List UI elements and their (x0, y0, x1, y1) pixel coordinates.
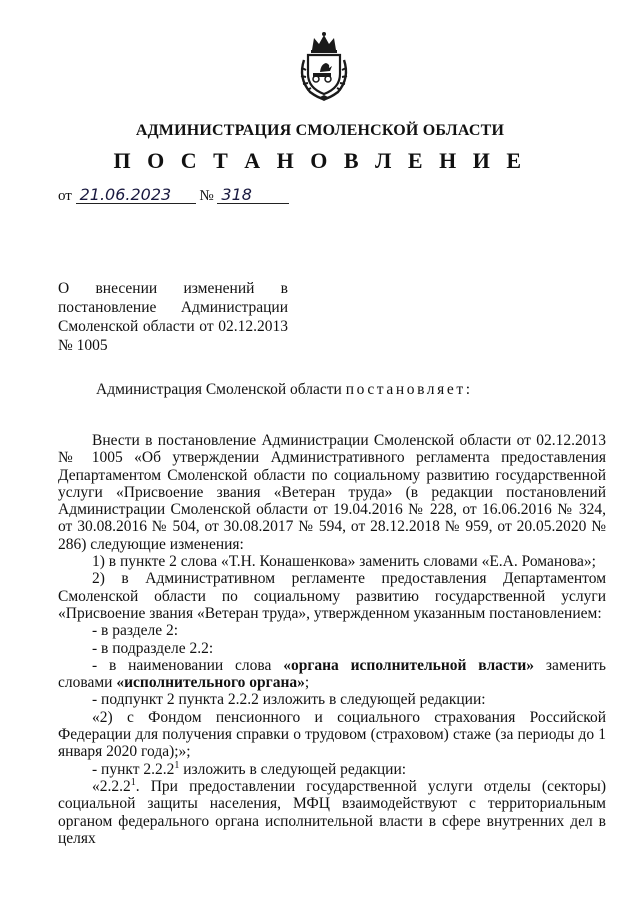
superscript: 1 (130, 776, 136, 788)
name-change-paragraph (58, 657, 606, 692)
date-number-line (58, 186, 289, 205)
point-221-line (58, 761, 606, 778)
preamble (96, 381, 473, 399)
subsection-line: - в подразделе 2.2: (92, 639, 214, 657)
name-change-text: ; (304, 674, 310, 692)
point-221-text: - пункт 2.2.2 (92, 760, 175, 778)
old-wording: «органа исполнительной власти» (283, 656, 535, 674)
date-prefix: от (58, 188, 72, 204)
name-change-text: заменить словами (58, 656, 607, 692)
document-type-title: П О С Т А Н О В Л Е Н И Е (113, 148, 527, 173)
quote-221-text: . При предоставлении государственной услуги отделы (секторы) социальной защиты населения, МФЦ взаимодействуют с территориальным органом федерального органа исполнительной власти в сфере внутренних дел в целях (58, 777, 606, 847)
section-line: - в разделе 2: (92, 622, 179, 640)
subject-line: № 1005 (58, 337, 108, 354)
quote-221-text: «2.2.2 (92, 777, 131, 795)
item-1: 1) в пункте 2 слова «Т.Н. Конашенкова» заменить словами «Е.А. Романова»; (92, 553, 596, 571)
subject-line: постановление Администрации (58, 299, 288, 316)
quote-subpoint-2: «2) с Фондом пенсионного и социального страхования Российской Федерации для получения справки о трудовом (страховом) стаже (за периоды до 1 января 2020 года);»; (58, 708, 606, 761)
item-2: 2) в Административном регламенте предоставления Департаментом Смоленской области по социальному развитию государственной услуги «Присвоение звания «Ветеран труда», утвержденном указанным постановлением: (58, 570, 606, 622)
subject-line: О внесении изменений в (58, 280, 288, 297)
quote-point-221 (58, 778, 606, 847)
superscript: 1 (174, 759, 180, 771)
subject-line: Смоленской области от 02.12.2013 (58, 318, 288, 335)
preamble-lead: Администрация Смоленской области (96, 381, 346, 398)
document-body (58, 432, 606, 847)
organization-name: АДМИНИСТРАЦИЯ СМОЛЕНСКОЙ ОБЛАСТИ (135, 122, 505, 139)
intro-paragraph: Внести в постановление Администрации Смоленской области от 02.12.2013 № 1005 «Об утверждении Административного регламента предоставления Департаментом Смоленской области по социальному развитию государственной услуги «Присвоение звания «Ветеран труда» (в редакции постановлений Администрации Смоленской области от 19.04.2016 № 228, от 16.06.2016 № 324, от 30.08.2016 № 504, от 30.08.2017 № 594, от 28.12.2018 № 959, от 20.05.2020 № 286) следующие изменения: (58, 432, 606, 553)
number-prefix: № (199, 188, 214, 204)
subject-block (58, 279, 288, 355)
point-221-text: изложить в следующей редакции: (179, 760, 407, 778)
coat-of-arms-icon (296, 30, 352, 102)
handwritten-number: 318 (217, 186, 289, 204)
new-wording: «исполнительного органа» (116, 674, 305, 692)
name-change-text: - в наименовании слова (92, 656, 284, 674)
subpoint-line: - подпункт 2 пункта 2.2.2 изложить в следующей редакции: (92, 691, 486, 709)
handwritten-date: 21.06.2023 (76, 186, 196, 204)
preamble-decree-word: постановляет: (345, 381, 473, 398)
